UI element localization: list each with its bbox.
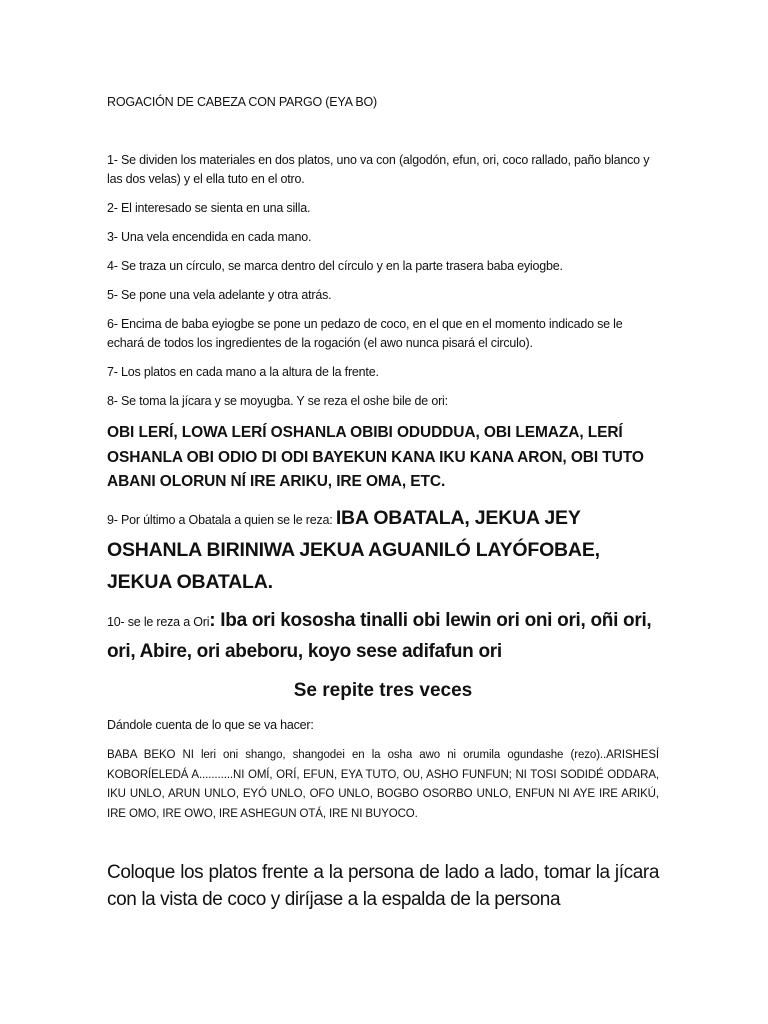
repeat-note: Se repite tres veces xyxy=(293,680,473,701)
step-10-prayer: : Iba ori kososha tinalli obi lewin ori oni ori, oñi ori, ori, Abire, ori abeboru, koyo sese adifafun ori xyxy=(107,610,652,662)
step-3: 3- Una vela encendida en cada mano. xyxy=(107,230,312,244)
step-5: 5- Se pone una vela adelante y otra atrás. xyxy=(107,288,332,302)
prayer-oshe-bile: OBI LERÍ, LOWA LERÍ OSHANLA OBIBI ODUDDUA, OBI LEMAZA, LERÍ OSHANLA OBI ODIO DI ODI BAYEKUN KANA IKU KANA ARON, OBI TUTO ABANI OLORUN NÍ IRE ARIKU, IRE OMA, ETC. xyxy=(107,424,644,490)
step-7: 7- Los platos en cada mano a la altura de la frente. xyxy=(107,365,379,379)
step-1: 1- Se dividen los materiales en dos platos, uno va con (algodón, efun, ori, coco rallado, paño blanco y las dos velas) y el ella tuto en el otro. xyxy=(107,153,650,186)
step-9 xyxy=(107,503,659,599)
document-title: ROGACIÓN DE CABEZA CON PARGO (EYA BO) xyxy=(107,95,377,109)
step-10 xyxy=(107,606,659,667)
coloque-paragraph: Coloque los platos frente a la persona de lado a lado, tomar la jícara con la vista de coco y diríjase a la espalda de la persona xyxy=(107,862,659,910)
step-6: 6- Encima de baba eyiogbe se pone un pedazo de coco, en el que en el momento indicado se le echará de todos los ingredientes de la rogación (el awo nunca pisará el circulo). xyxy=(107,317,623,350)
step-4: 4- Se traza un círculo, se marca dentro del círculo y en la parte trasera baba eyiogbe. xyxy=(107,259,563,273)
step-2: 2- El interesado se sienta en una silla. xyxy=(107,201,311,215)
step-9-lead: 9- Por último a Obatala a quien se le reza: xyxy=(107,513,336,527)
baba-beko-paragraph: BABA BEKO NI leri oni shango, shangodei en la osha awo ni orumila ogundashe (rezo)..ARISHESÍ KOBORÍELEDÁ A...........NI OMÍ, ORÍ, EFUN, EYA TUTO, OU, ASHO FUNFUN; NI TOSI SODIDÉ ODDARA, IKU UNLO, ARUN UNLO, EYÓ UNLO, OFO UNLO, BOGBO OSORBO UNLO, ENFUN NI AYE IRE ARIKÚ, IRE OMO, IRE OWO, IRE ASHEGUN OTÁ, IRE NI BUYOCO. xyxy=(107,749,659,820)
step-9-prayer: IBA OBATALA, JEKUA JEY OSHANLA BIRINIWA JEKUA AGUANILÓ LAYÓFOBAE, JEKUA OBATALA. xyxy=(107,507,600,593)
step-8: 8- Se toma la jícara y se moyugba. Y se reza el oshe bile de ori: xyxy=(107,394,448,408)
dandole-heading: Dándole cuenta de lo que se va hacer: xyxy=(107,718,314,732)
step-10-lead: 10- se le reza a Ori xyxy=(107,615,210,629)
